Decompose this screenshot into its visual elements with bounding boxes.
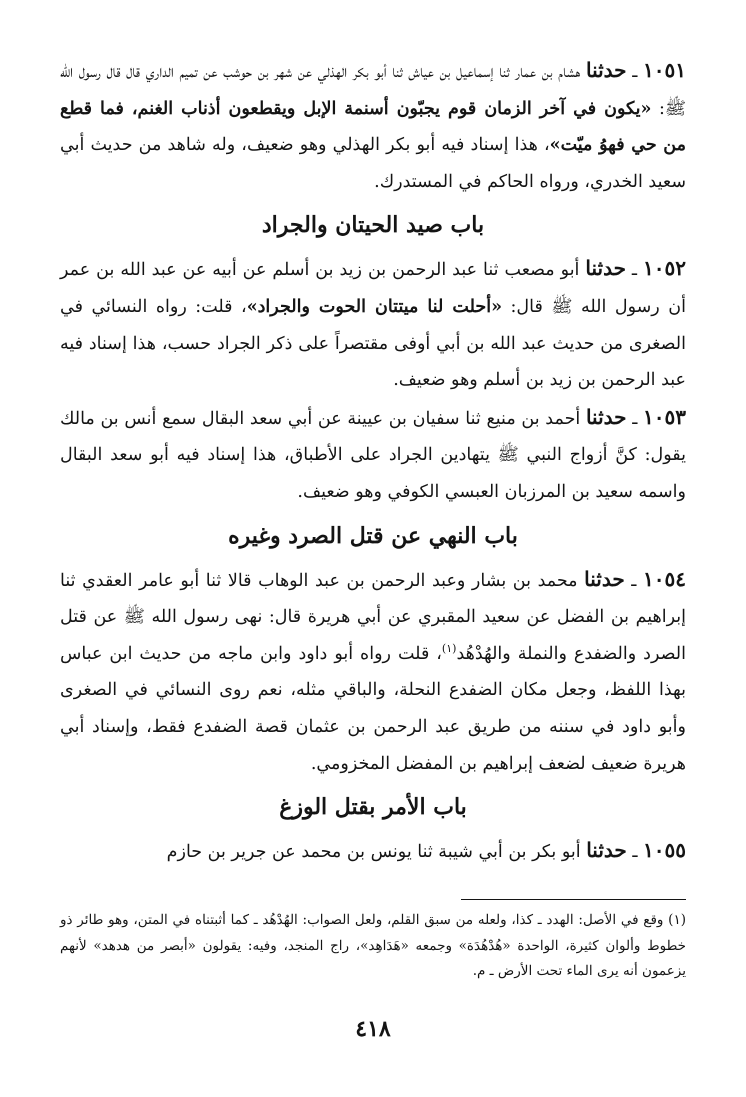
hadith-1052 xyxy=(60,250,686,398)
hadith-1055 xyxy=(60,832,686,871)
chapter-heading-fishing: باب صيد الحيتان والجراد xyxy=(261,212,485,239)
isnad-text: أبو مصعب ثنا عبد الرحمن بن زيد بن أسلم عن أبيه عن عبد الله بن عمر أن رسول الله ﷺ قال: xyxy=(60,260,686,317)
main-text xyxy=(60,52,686,871)
footnote-1: (١) وقع في الأصل: الهدد ـ كذا، ولعله من سبق القلم، ولعل الصواب: الهُدْهُد ـ كما أثبتناه في المتن، وهو طائر ذو خطوط وألوان كثيرة، الواحدة «هُدْهُدَة» وجمعه «هَدَاهِد»، راج المنجد، وفيه: يقولون «أبصر من هدهد» لأنهم يزعمون أنه يرى الماء تحت الأرض ـ م. xyxy=(60,912,686,979)
hadith-number: ١٠٥٢ xyxy=(643,256,686,281)
chapter-heading-wazagh: باب الأمر بقتل الوزغ xyxy=(279,794,467,821)
dash: ـ xyxy=(626,62,644,82)
haddathana-word: حدثنا xyxy=(584,566,625,591)
haddathana-word: حدثنا xyxy=(585,58,627,82)
dash: ـ xyxy=(624,570,644,591)
footnote-divider xyxy=(461,899,686,900)
hadith-number: ١٠٥٥ xyxy=(643,838,686,863)
dash: ـ xyxy=(626,842,644,863)
hadith-text: أبو بكر بن أبي شيبة ثنا يونس بن محمد عن جرير بن حازم xyxy=(166,842,587,863)
dash: ـ xyxy=(626,408,644,429)
matn-text: «يكون في آخر الزمان قوم يجبّون أسنمة الإبل ويقطعون أذناب الغنم، فما قطع من حي فهوُ ميّت» xyxy=(60,98,686,156)
haddathana-word: حدثنا xyxy=(585,256,626,281)
hadith-text: محمد بن بشار وعبد الرحمن بن عبد الوهاب قالا ثنا أبو عامر العقدي ثنا إبراهيم بن الفضل عن سعيد المقبري عن أبي هريرة قال: نهى رسول الله ﷺ عن قتل الصرد والضفدع والنملة والهُدْهُد xyxy=(60,570,686,664)
matn-text: «أحلت لنا ميتتان الحوت والجراد» xyxy=(246,296,503,317)
footnotes xyxy=(60,908,686,985)
footnote-marker[interactable]: (١) xyxy=(441,641,457,655)
hadith-1053 xyxy=(60,399,686,511)
comment-text: ، قلت: رواه النسائي في الصغرى من حديث عبد الله بن أبي أوفى مقتصراً على ذكر الجراد حسب، هذا إسناد فيه عبد الرحمن بن زيد بن أسلم وهو ضعيف. xyxy=(60,296,686,391)
hadith-number: ١٠٥١ xyxy=(643,58,686,82)
chapter-heading-surad: باب النهي عن قتل الصرد وغيره xyxy=(228,522,518,549)
hadith-number: ١٠٥٣ xyxy=(643,404,686,429)
dash: ـ xyxy=(625,260,644,281)
comment-text: ، هذا إسناد فيه أبو بكر الهذلي وهو ضعيف، وله شاهد من حديث أبي سعيد الخدري، ورواه الحاكم في المستدرك. xyxy=(60,135,686,192)
hadith-text: أحمد بن منيع ثنا سفيان بن عيينة عن أبي سعد البقال سمع أنس بن مالك يقول: كنَّ أزواج النبي ﷺ يتهادين الجراد على الأطباق، هذا إسناد فيه أبو سعد البقال واسمه سعيد بن المرزبان العبسي الكوفي وهو ضعيف. xyxy=(60,408,686,502)
hadith-text-continued: ، قلت رواه أبو داود وابن ماجه من حديث ابن عباس بهذا اللفظ، وجعل مكان الضفدع النحلة، والباقي مثله، نعم روى النسائي في الصغرى وأبو داود في سننه من طريق عبد الرحمن بن عثمان قصة الضفدع فقط، وإسناد أبي هريرة ضعيف لضعف إبراهيم بن المفضل المخزومي. xyxy=(60,643,686,774)
haddathana-word: حدثنا xyxy=(585,404,627,429)
page-number: ٤١٨ xyxy=(355,1016,391,1042)
hadith-1051 xyxy=(60,52,686,200)
hadith-number: ١٠٥٤ xyxy=(643,566,686,591)
haddathana-word: حدثنا xyxy=(586,838,627,863)
isnad-text: هشام بن عمار ثنا إسماعيل بن عياش ثنا أبو بكر الهذلي عن شهر بن حوشب عن تميم الداري قال قال رسول الله ﷺ: xyxy=(60,62,686,119)
hadith-1054 xyxy=(60,561,686,783)
